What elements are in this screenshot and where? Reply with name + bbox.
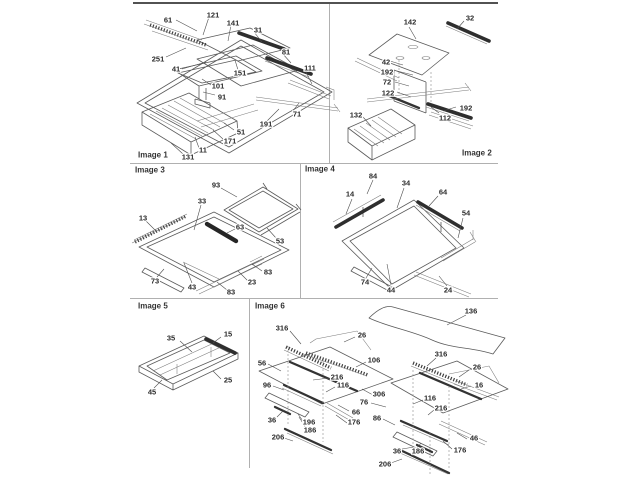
image6-rail316-left [286,347,331,368]
part-label: 63 [235,222,245,232]
image2-slot-hole [408,45,418,48]
image2-panel [348,14,492,161]
part-label: 151 [233,68,247,78]
image4-title: Image 4 [305,164,335,174]
part-label: 106 [367,355,381,365]
image3-title: Image 3 [135,165,165,175]
part-label: 24 [443,285,453,295]
image6-title: Image 6 [255,301,285,311]
image1-labels [152,11,316,162]
part-label: 186 [411,446,425,456]
image2-bar32-outline [446,26,487,44]
part-label: 141 [226,18,240,28]
part-label: 196 [302,417,316,427]
part-label: 83 [263,267,273,277]
image3-bar63 [207,224,236,241]
part-label: 43 [187,282,197,292]
part-label: 32 [465,13,475,23]
part-label: 25 [223,375,233,385]
image2-bar32 [448,23,489,41]
image2-basket-hatch [354,117,402,146]
part-label: 206 [378,459,392,469]
image4-bar64 [418,202,462,228]
part-label: 73 [150,276,160,286]
part-label: 121 [206,10,220,20]
part-label: 64 [438,187,448,197]
image4-panel [305,165,476,298]
image4-rail54 [441,230,476,261]
part-label: 56 [257,358,267,368]
image2-slot-hole [422,57,430,60]
image5-labels [148,330,232,397]
part-label: 191 [259,119,273,129]
part-label: 112 [438,113,452,123]
part-label: 176 [453,445,467,455]
part-label: 26 [472,362,482,372]
part-label: 23 [247,277,257,287]
image1-panel [137,11,340,162]
image3-bar73 [142,268,184,292]
image1-title: Image 1 [138,150,168,160]
part-label: 131 [181,152,195,162]
image4-rail24 [414,272,471,297]
part-label: 216 [434,403,448,413]
part-label: 192 [459,103,473,113]
part-label: 15 [223,329,233,339]
image6-bar206-mid-outline [400,453,448,474]
part-label: 116 [423,393,437,403]
part-label: 216 [330,372,344,382]
part-label: 76 [359,397,369,407]
part-label: 13 [138,213,148,223]
part-label: 44 [386,285,396,295]
image6-rail316-right-outline [411,366,465,388]
part-label: 74 [360,277,370,287]
part-label: 46 [469,433,479,443]
image1-rail61-hatch [150,25,206,45]
image6-bar206-left-outline [287,433,333,454]
part-label: 111 [304,63,316,73]
part-label: 132 [349,110,363,120]
image5-panel [138,302,238,397]
part-label: 91 [217,92,227,102]
image4-rail14-outline [333,195,381,222]
part-label: 71 [292,109,302,119]
part-label: 14 [345,189,355,199]
part-label: 86 [372,413,382,423]
part-label: 33 [197,196,207,206]
part-label: 83 [226,287,236,297]
part-label: 186 [303,425,317,435]
part-label: 72 [382,77,392,87]
part-label: 26 [357,330,367,340]
part-label: 36 [267,415,277,425]
part-label: 101 [211,81,225,91]
part-label: 16 [474,380,484,390]
image1-basket [142,93,238,155]
part-label: 316 [434,349,448,359]
part-label: 54 [461,208,471,218]
part-label: 142 [403,17,417,27]
part-label: 51 [236,127,246,137]
part-label: 93 [211,180,221,190]
part-label: 31 [253,25,263,35]
image6-bar96 [284,385,323,403]
part-label: 206 [271,432,285,442]
image5-title: Image 5 [138,301,168,311]
part-label: 53 [275,236,285,246]
part-label: 35 [166,333,176,343]
image6-bar86-outline [403,425,449,445]
image6-leader-lines [268,315,471,463]
image5-bar15 [206,339,235,353]
part-label: 11 [199,145,207,155]
image4-bar14 [336,200,383,227]
part-label: 96 [262,380,272,390]
part-label: 41 [171,64,181,74]
part-label: 34 [401,178,411,188]
part-label: 171 [223,136,237,146]
part-label: 136 [464,306,478,316]
image6-bar86 [401,421,447,441]
part-label: 316 [275,323,289,333]
part-label: 122 [381,88,395,98]
part-label: 192 [380,67,394,77]
part-label: 66 [351,407,361,417]
part-label: 306 [372,389,386,399]
image3-panel [132,166,301,297]
image2-title: Image 2 [462,148,492,158]
part-label: 84 [368,171,378,181]
image4-rail64-outline [416,205,460,231]
part-label: 176 [347,417,361,427]
part-label: 45 [147,387,157,397]
part-label: 42 [381,57,391,67]
image2-slot-hole [396,57,404,60]
image3-labels [139,181,284,297]
part-label: 251 [151,54,165,64]
image6-glass136 [369,306,505,354]
part-label: 81 [281,47,291,57]
part-label: 116 [336,380,350,390]
part-label: 61 [163,15,173,25]
part-label: 36 [392,446,402,456]
image6-panel [255,302,508,475]
